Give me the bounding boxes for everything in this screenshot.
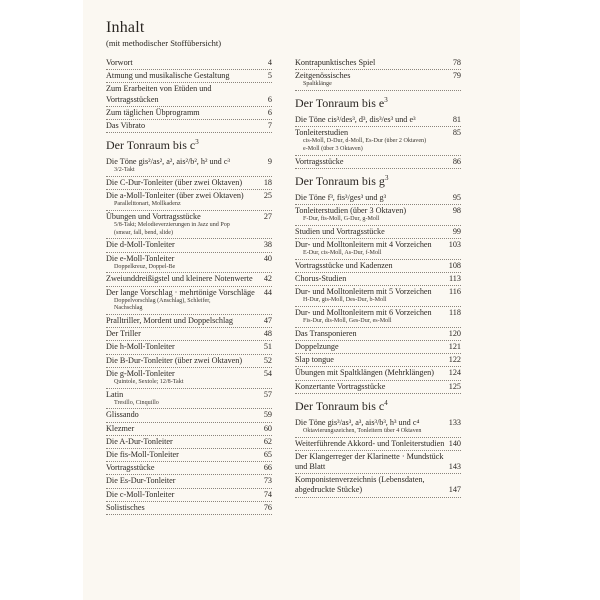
section-heading-label: Der Tonraum bis c — [106, 138, 196, 153]
toc-entry — [295, 156, 461, 169]
toc-entry-title: Die B-Dur-Tonleiter (über zwei Oktaven) — [106, 355, 243, 365]
toc-entry-title: Die g-Moll-Tonleiter — [106, 368, 175, 378]
toc-entry-title: Die d-Moll-Tonleiter — [106, 240, 175, 250]
toc-entry-title: Das Vibrato — [106, 121, 146, 131]
toc-entry-title: Weiterführende Akkord- und Tonleiterstudien — [295, 438, 445, 448]
toc-entry — [106, 315, 272, 328]
toc-entry-title: Das Transponieren — [295, 328, 357, 338]
toc-entry-page-number: 60 — [263, 423, 272, 433]
toc-entry-page-number: 7 — [267, 121, 272, 131]
section-heading-label: Der Tonraum bis e — [295, 96, 385, 110]
toc-entry — [295, 328, 461, 341]
toc-entry — [295, 127, 461, 155]
section-heading-g3 — [295, 174, 461, 189]
toc-column-left — [106, 57, 272, 515]
section-heading-label: Der Tonraum bis g — [295, 173, 385, 188]
toc-entry-page-number: 65 — [263, 450, 272, 460]
toc-entry — [106, 449, 272, 462]
toc-entry-title: Die Töne f³, fis³/ges³ und g³ — [295, 192, 387, 202]
toc-entry-description: Doppelvorschlag (Anschlag), Schleifer, — [114, 297, 211, 304]
toc-entry-title: Chorus-Studien — [295, 274, 347, 283]
toc-entry — [295, 192, 461, 205]
toc-entry-title: Die Töne cis³/des³, d³, dis³/es³ und e³ — [295, 115, 416, 124]
toc-entry — [295, 205, 461, 226]
toc-entry-page-number: 51 — [263, 342, 272, 352]
toc-entry-page-number: 108 — [448, 260, 461, 270]
toc-entry-title: Vortragsstücke — [106, 463, 155, 473]
toc-entry — [106, 211, 272, 239]
toc-entry — [295, 226, 461, 239]
toc-entry-page-number: 143 — [448, 462, 461, 472]
toc-entry-description: 3/2-Takt — [114, 167, 135, 174]
toc-entry-title: Studien und Vortragsstücke — [295, 226, 385, 236]
toc-entry-page-number: 81 — [452, 115, 461, 124]
toc-entry-title: Vorwort — [106, 58, 133, 67]
toc-entry-page-number: 6 — [267, 94, 272, 104]
toc-entry — [295, 451, 461, 474]
toc-entry — [106, 462, 272, 475]
page-subtitle: (mit methodischer Stoffübersicht) — [106, 38, 222, 48]
toc-entry-description: 5/8-Takt; Melodieverzierungen in Jazz und Pop — [114, 222, 230, 229]
toc-entry — [106, 253, 272, 274]
toc-entry-page-number: 18 — [263, 178, 272, 188]
toc-entry — [295, 260, 461, 273]
toc-entry — [106, 177, 272, 190]
toc-entry — [295, 367, 461, 380]
toc-entry-title: Zum Erarbeiten von Etüden und Vortragsstücken — [106, 84, 212, 104]
toc-entry-description: Oktavierungszeichen, Tonleitern über 4 Oktaven — [303, 428, 422, 435]
toc-entry-title: Dur- und Molltonleitern mit 5 Vorzeichen — [295, 287, 432, 297]
section-heading-c4 — [295, 399, 461, 414]
toc-entry-page-number: 6 — [267, 107, 272, 117]
toc-entry-page-number: 113 — [449, 274, 461, 283]
toc-entry — [295, 417, 461, 438]
toc-entry-page-number: 140 — [448, 438, 461, 448]
toc-group-g3 — [295, 192, 461, 394]
toc-entry — [106, 190, 272, 211]
toc-entry-page-number: 25 — [263, 191, 272, 201]
toc-entry-page-number: 42 — [263, 274, 272, 284]
toc-entry-title: Konzertante Vortragsstücke — [295, 381, 386, 391]
toc-entry-title: Pralltriller, Mordent und Doppelschlag — [106, 316, 234, 325]
toc-column-right — [295, 57, 461, 498]
toc-entry-title: Der Triller — [106, 329, 141, 339]
toc-entry — [106, 355, 272, 368]
toc-entry-page-number: 133 — [448, 417, 461, 427]
toc-entry-page-number: 78 — [452, 58, 461, 67]
toc-entry — [106, 107, 272, 120]
section-heading-superscript: 3 — [384, 96, 388, 104]
toc-group-c3 — [106, 156, 272, 515]
toc-entry — [106, 83, 272, 106]
toc-entry-page-number: 79 — [452, 71, 461, 81]
toc-entry-title: Die Töne gis²/as², a², ais²/b², h² und c³ — [106, 157, 230, 167]
toc-entry-title: Tonleiterstudien (über 3 Oktaven) — [295, 206, 407, 215]
toc-entry-page-number: 4 — [267, 58, 272, 67]
toc-entry-title: Die e-Moll-Tonleiter — [106, 253, 175, 263]
toc-entry-page-number: 98 — [452, 206, 461, 215]
toc-entry-page-number: 44 — [263, 287, 272, 297]
toc-entry-description: cis-Moll, D-Dur, d-Moll, Es-Dur (über 2 Oktaven) — [303, 138, 427, 145]
toc-entry-description: Tresillo, Cinquillo — [114, 399, 159, 406]
toc-entry — [106, 287, 272, 315]
toc-entry-page-number: 38 — [263, 240, 272, 250]
toc-entry — [106, 489, 272, 502]
toc-entry-page-number: 27 — [263, 212, 272, 222]
toc-entry-title: Übungen und Vortragsstücke — [106, 212, 201, 222]
toc-entry-title: Komponistenverzeichnis (Lebensdaten, abgedruckte Stücke) — [295, 475, 425, 495]
toc-entry-page-number: 52 — [263, 355, 272, 365]
toc-entry — [295, 286, 461, 307]
toc-entry — [106, 156, 272, 177]
toc-entry-title: Zeitgenössisches — [295, 71, 351, 81]
toc-entry-title: Tonleiterstudien — [295, 128, 349, 138]
toc-entry-page-number: 57 — [263, 389, 272, 399]
book-page — [83, 0, 520, 600]
toc-entry — [106, 70, 272, 83]
toc-entry — [106, 273, 272, 286]
toc-entry — [295, 57, 461, 70]
toc-entry — [106, 436, 272, 449]
toc-entry-page-number: 40 — [263, 253, 272, 263]
section-heading-e3 — [295, 96, 461, 111]
toc-entry-page-number: 95 — [452, 192, 461, 202]
toc-entry-title: Die c-Moll-Tonleiter — [106, 489, 175, 499]
toc-entry-description: (smear, fall, bend, slide) — [114, 229, 173, 236]
toc-entry-title: Die A-Dur-Tonleiter — [106, 436, 173, 446]
toc-entry-page-number: 103 — [448, 240, 461, 249]
toc-entry-page-number: 9 — [267, 157, 272, 167]
toc-entry — [295, 474, 461, 497]
toc-entry-description: Fis-Dur, dis-Moll, Ges-Dur, es-Moll — [303, 318, 392, 325]
toc-entry-description: Nachschlag — [114, 305, 143, 312]
toc-entry-description: H-Dur, gis-Moll, Des-Dur, b-Moll — [303, 297, 387, 304]
toc-entry-description: Doppelkreuz, Doppel-Be — [114, 263, 176, 270]
toc-entry-title: Vortragsstücke und Kadenzen — [295, 260, 393, 270]
toc-entry — [295, 341, 461, 354]
toc-entry-page-number: 120 — [448, 328, 461, 338]
toc-entry-title: Die Töne gis³/as³, a³, ais³/b³, h³ und c⁴ — [295, 417, 420, 427]
toc-entry — [295, 70, 461, 91]
toc-entry-page-number: 116 — [449, 287, 461, 297]
toc-entry-title: Dur- und Molltonleitern mit 4 Vorzeichen — [295, 240, 432, 249]
toc-entry-title: Doppelzunge — [295, 342, 339, 351]
toc-entry — [106, 341, 272, 354]
toc-entry — [106, 389, 272, 410]
toc-entry-page-number: 125 — [448, 381, 461, 391]
toc-entry-page-number: 66 — [263, 463, 272, 473]
toc-entry-title: Slap tongue — [295, 355, 334, 365]
toc-entry-page-number: 48 — [263, 329, 272, 339]
toc-entry — [106, 409, 272, 422]
toc-entry — [106, 502, 272, 515]
toc-entry-title: Die C-Dur-Tonleiter (über zwei Oktaven) — [106, 178, 243, 188]
toc-entry-title: Zum täglichen Übprogramm — [106, 107, 200, 117]
toc-entry-description: Spaltklänge — [303, 81, 332, 88]
toc-entry-page-number: 124 — [448, 368, 461, 378]
toc-entry-description: F-Dur, fis-Moll, G-Dur, g-Moll — [303, 216, 380, 223]
toc-entry-title: Dur- und Molltonleitern mit 6 Vorzeichen — [295, 308, 432, 317]
toc-entry — [295, 354, 461, 367]
toc-entry-page-number: 47 — [263, 316, 272, 325]
toc-entry-description: E-Dur, cis-Moll, As-Dur, f-Moll — [303, 250, 382, 257]
toc-entry-page-number: 5 — [267, 71, 272, 81]
toc-entry — [295, 273, 461, 286]
toc-entry-title: Die a-Moll-Tonleiter (über zwei Oktaven) — [106, 191, 244, 201]
toc-entry-title: Glissando — [106, 410, 139, 420]
toc-entry-title: Vortragsstücke — [295, 156, 344, 166]
toc-entry-title: Die h-Moll-Tonleiter — [106, 342, 175, 352]
toc-entry-page-number: 76 — [263, 502, 272, 512]
section-heading-label: Der Tonraum bis c — [295, 398, 385, 413]
toc-entry-title: Kontrapunktisches Spiel — [295, 58, 376, 67]
toc-entry — [295, 438, 461, 451]
toc-entry — [295, 381, 461, 394]
toc-entry — [106, 475, 272, 488]
toc-entry-page-number: 121 — [448, 342, 461, 351]
toc-entry-title: Der lange Vorschlag · mehrtönige Vorschläge — [106, 287, 255, 297]
toc-entry — [106, 120, 272, 133]
toc-entry-title: Latin — [106, 389, 124, 399]
toc-entry-page-number: 118 — [449, 308, 461, 317]
toc-entry-description: Parallelttonart, Mollkadenz — [114, 201, 181, 208]
toc-entry — [295, 114, 461, 127]
toc-entry-title: Solistisches — [106, 502, 145, 512]
toc-entry-title: Übungen mit Spaltklängen (Mehrklängen) — [295, 368, 434, 378]
toc-entry-page-number: 62 — [263, 436, 272, 446]
toc-entry-page-number: 85 — [452, 128, 461, 138]
section-heading-superscript: 3 — [195, 138, 199, 147]
toc-entry-page-number: 99 — [452, 226, 461, 236]
toc-entry — [106, 239, 272, 252]
toc-entry-page-number: 73 — [263, 476, 272, 486]
toc-entry-title: Die Es-Dur-Tonleiter — [106, 476, 176, 486]
toc-entry-page-number: 74 — [263, 489, 272, 499]
toc-entry-page-number: 59 — [263, 410, 272, 420]
toc-entry-description: Quintole, Sextole; 12/8-Takt — [114, 379, 184, 386]
toc-entry — [106, 368, 272, 389]
toc-entry-page-number: 147 — [448, 485, 461, 495]
toc-entry-page-number: 122 — [448, 355, 461, 365]
toc-entry-page-number: 86 — [452, 156, 461, 166]
toc-entry — [295, 239, 461, 260]
toc-group-intro — [106, 57, 272, 133]
toc-group-e3 — [295, 114, 461, 169]
section-heading-superscript: 3 — [384, 173, 389, 182]
section-heading-c3 — [106, 138, 272, 153]
toc-group-c4 — [295, 417, 461, 498]
toc-entry-title: Die fis-Moll-Tonleiter — [106, 450, 179, 460]
toc-entry-description: e-Moll (über 3 Oktaven) — [303, 146, 363, 152]
toc-entry — [106, 57, 272, 70]
toc-entry — [106, 328, 272, 341]
toc-entry-page-number: 54 — [263, 368, 272, 378]
toc-entry — [106, 423, 272, 436]
toc-entry-title: Der Klangerreger der Klarinette · Mundstück und Blatt — [295, 451, 444, 472]
toc-entry-title: Klezmer — [106, 423, 135, 433]
page-title: Inhalt — [106, 19, 145, 36]
toc-entry — [295, 307, 461, 328]
toc-group-continued — [295, 57, 461, 91]
toc-entry-title: Zweiunddreißigstel und kleinere Notenwerte — [106, 274, 253, 284]
toc-entry-title: Atmung und musikalische Gestaltung — [106, 71, 230, 81]
section-heading-superscript: 4 — [384, 398, 388, 407]
